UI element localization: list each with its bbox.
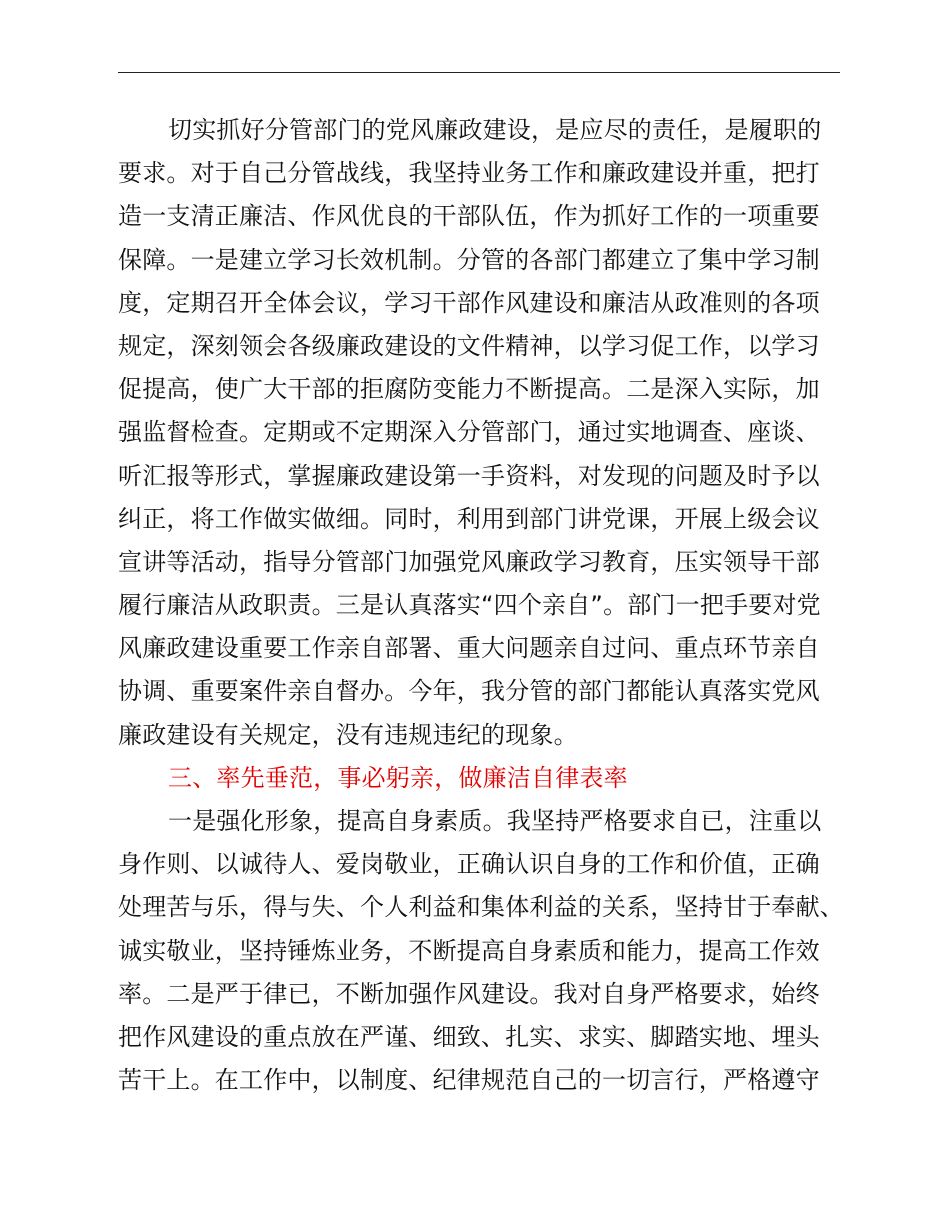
paragraph-1-line: 纠正，将工作做实做细。同时，利用到部门讲党课，开展上级会议: [118, 504, 820, 533]
paragraph-2-line: 身作则、以诚待人、爱岗敬业，正确认识自身的工作和价值，正确: [118, 850, 820, 879]
paragraph-2-line: 处理苦与乐，得与失、个人利益和集体利益的关系，坚持甘于奉献、: [118, 893, 844, 922]
paragraph-2-line: 把作风建设的重点放在严谨、细致、扎实、求实、脚踏实地、埋头: [118, 1022, 820, 1051]
paragraph-1-line: 保障。一是建立学习长效机制。分管的各部门都建立了集中学习制: [118, 245, 820, 274]
paragraph-1-line: 造一支清正廉洁、作风优良的干部队伍，作为抓好工作的一项重要: [118, 202, 820, 231]
body-text: [118, 109, 844, 1102]
header-rule: [118, 72, 840, 73]
paragraph-1-line: 协调、重要案件亲自督办。今年，我分管的部门都能认真落实党风: [118, 677, 820, 706]
paragraph-2-line: 一是强化形象，提高自身素质。我坚持严格要求自已，注重以: [168, 807, 822, 835]
paragraph-1-line: 切实抓好分管部门的党风廉政建设，是应尽的责任，是履职的: [168, 116, 822, 144]
paragraph-1-line: 听汇报等形式，掌握廉政建设第一手资料，对发现的问题及时予以: [118, 461, 820, 490]
paragraph-1-line: 要求。对于自己分管战线，我坚持业务工作和廉政建设并重，把打: [118, 159, 820, 188]
paragraph-1-line: 促提高，使广大干部的拒腐防变能力不断提高。二是深入实际，加: [118, 375, 820, 404]
section-heading: 三、率先垂范，事必躬亲，做廉洁自律表率: [168, 763, 628, 792]
paragraph-1-line: 度，定期召开全体会议，学习干部作风建设和廉洁从政准则的各项: [118, 288, 820, 317]
paragraph-2-line: 诚实敬业，坚持锤炼业务，不断提高自身素质和能力，提高工作效: [118, 936, 820, 965]
paragraph-1-line: 履行廉洁从政职责。三是认真落实“四个亲自”。部门一把手要对党: [118, 591, 821, 620]
paragraph-1-line: 宣讲等活动，指导分管部门加强党风廉政学习教育，压实领导干部: [118, 547, 820, 576]
paragraph-1-line: 强监督检查。定期或不定期深入分管部门，通过实地调查、座谈、: [118, 418, 820, 447]
paragraph-2-line: 苦干上。在工作中，以制度、纪律规范自己的一切言行，严格遵守: [118, 1066, 820, 1095]
paragraph-1-line: 风廉政建设重要工作亲自部署、重大问题亲自过问、重点环节亲自: [118, 634, 820, 663]
paragraph-2-line: 率。二是严于律已，不断加强作风建设。我对自身严格要求，始终: [118, 979, 820, 1008]
paragraph-1-line: 廉政建设有关规定，没有违规违纪的现象。: [118, 720, 578, 749]
paragraph-1-line: 规定，深刻领会各级廉政建设的文件精神，以学习促工作，以学习: [118, 331, 820, 360]
